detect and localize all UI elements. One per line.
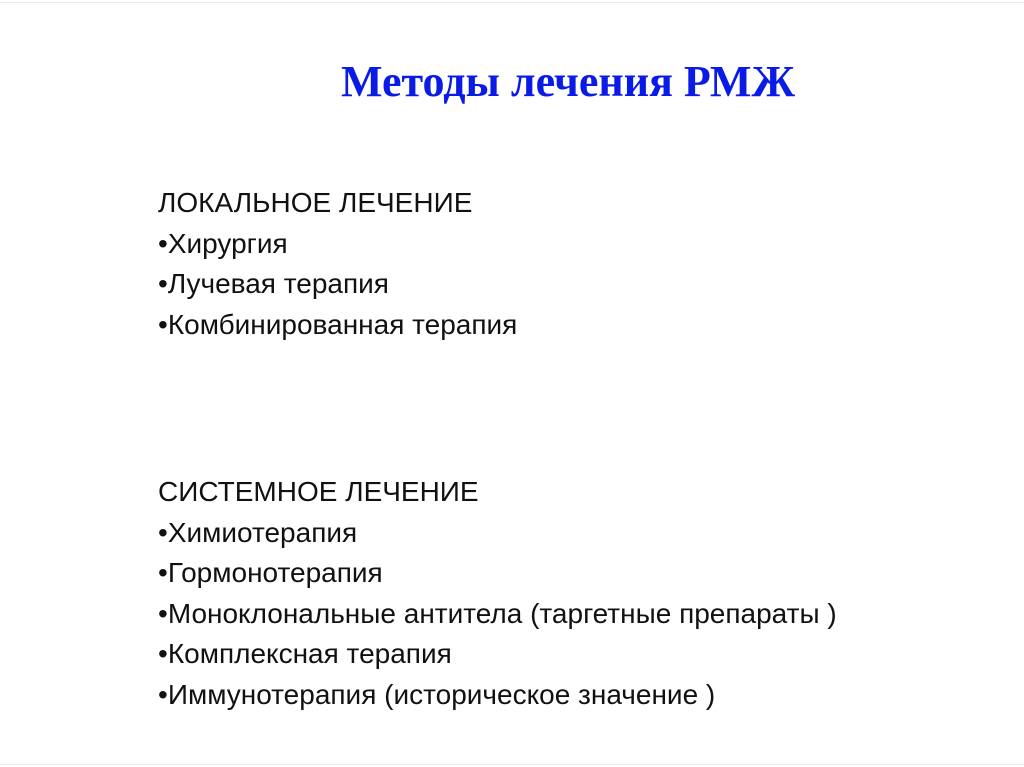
bullet-icon: • [158,268,168,299]
list-item-label: Гормонотерапия [167,557,383,588]
list-item-label: Комплексная терапия [167,638,452,669]
list-item [158,553,837,594]
section-heading: ЛОКАЛЬНОЕ ЛЕЧЕНИЕ [158,187,473,218]
list-item-label: Иммунотерапия (историческое значение ) [167,678,716,710]
bullet-icon: • [158,678,168,710]
list-item [158,305,517,346]
slide-title: Методы лечения РМЖ [341,57,795,106]
list-item-label: Лучевая терапия [167,268,389,299]
section-heading: СИСТЕМНОЕ ЛЕЧЕНИЕ [158,476,479,507]
list-item-label: Моноклональные антитела (таргетные препараты ) [167,597,837,629]
slide-bottom-border [0,764,1024,765]
list-item [158,264,517,305]
bullet-icon: • [158,516,168,548]
list-item [158,634,837,675]
list-item-label: Комбинированная терапия [167,308,518,340]
list-item [158,675,837,716]
list-item [158,224,517,265]
list-item-label: Хирургия [167,227,288,259]
bullet-icon: • [158,638,168,669]
treatment-list [158,513,837,716]
bullet-icon: • [158,557,168,588]
list-item-label: Химиотерапия [167,516,358,548]
slide-top-border [0,2,1024,3]
treatment-list [158,224,517,346]
bullet-icon: • [158,597,168,629]
bullet-icon: • [158,227,168,259]
list-item [158,513,837,554]
list-item [158,594,837,635]
section-systemic-treatment [158,472,837,715]
section-local-treatment [158,183,517,345]
bullet-icon: • [158,308,168,340]
